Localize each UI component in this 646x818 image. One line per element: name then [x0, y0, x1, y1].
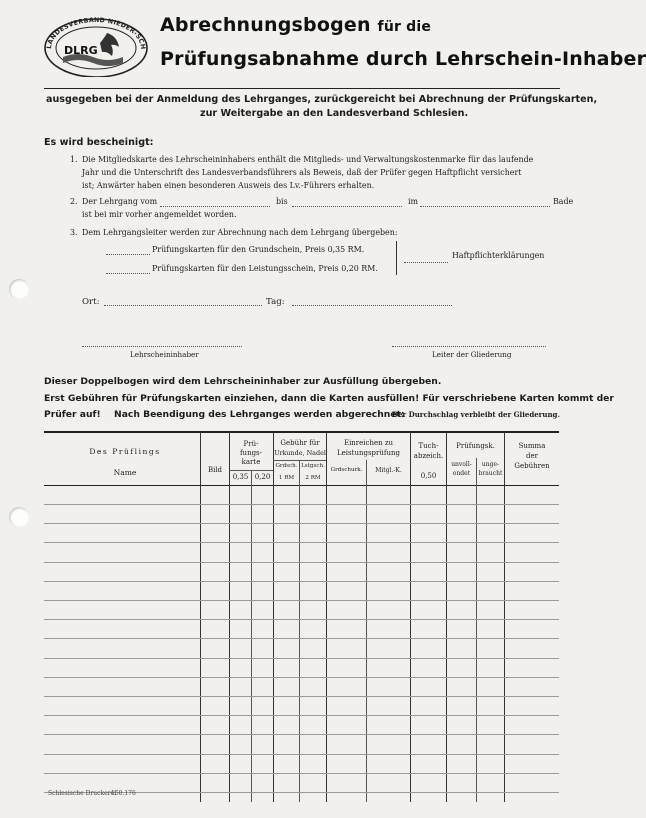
item1-line3: ist; Anwärter haben einen besonderen Ausweis des Lv.-Führers erhalten.: [82, 181, 375, 190]
item2-from-field[interactable]: [160, 206, 270, 207]
tag-label: Tag:: [266, 297, 285, 307]
th-einreichen-1: Einreichen zu: [343, 439, 394, 447]
item2-number: 2.: [70, 197, 78, 206]
item2-line2: ist bei mir vorher angemeldet worden.: [82, 210, 237, 219]
note-line3b: Nach Beendigung des Lehrganges werden abgerechnet:: [114, 409, 405, 420]
col-divider-4: [326, 432, 327, 802]
th-pk-a2: endet: [452, 470, 471, 477]
th-karte-price-b: 0,20: [254, 473, 271, 481]
table-row[interactable]: [44, 562, 559, 563]
th-summe-3: Gebühren: [514, 462, 550, 470]
liability-count-field[interactable]: [404, 262, 448, 263]
page-title-line2: Prüfungsabnahme durch Lehrschein-Inhaber: [160, 48, 646, 70]
subcol-divider-gebuehr: [299, 460, 300, 802]
item2-prefix: Der Lehrgang vom: [82, 197, 158, 206]
col-divider-7: [504, 432, 505, 802]
table-row[interactable]: [44, 504, 559, 505]
th-einreichen-b: Mitgl.-K.: [375, 467, 402, 474]
table-header-sub-rule: [229, 470, 273, 471]
subheader-line2: zur Weitergabe an den Landesverband Schlesien.: [200, 108, 469, 119]
signature-line-right[interactable]: [392, 346, 546, 347]
item1-number: 1.: [70, 155, 78, 164]
item2-im: im: [408, 197, 419, 206]
item2-to-field[interactable]: [292, 206, 402, 207]
table-row[interactable]: [44, 600, 559, 601]
note-line3c: Der Durchschlag verbleibt der Gliederung.: [392, 410, 560, 419]
th-gebuehr-a: Grdsch.: [275, 463, 298, 469]
th-karte-2: fungs-: [239, 449, 263, 457]
col-divider-5: [410, 432, 411, 802]
th-tuch-2: abzeich.: [413, 452, 444, 460]
note-line3a: Prüfer auf!: [44, 409, 101, 420]
item3-card1: Prüfungskarten für den Grundschein, Preis 0,35 RM.: [152, 245, 365, 254]
th-tuch-price: 0,50: [420, 472, 437, 480]
item1-line1: Die Mitgliedskarte des Lehrscheininhabers enthält die Mitglieds- und Verwaltungskostenmarke für das laufende: [82, 155, 534, 164]
col-divider-3: [273, 432, 274, 802]
th-pk-a1: unvoll-: [451, 461, 472, 468]
header-divider: [44, 88, 560, 89]
th-bild: Bild: [207, 466, 223, 474]
col-divider-2: [229, 432, 230, 802]
th-karte-1: Prü-: [243, 440, 259, 448]
th-summe-2: der: [526, 452, 538, 460]
item2-place-field[interactable]: [420, 206, 550, 207]
logo-center-text: DLRG: [64, 44, 98, 57]
item3-number: 3.: [70, 228, 78, 237]
item2-bis: bis: [276, 197, 288, 206]
dlrg-logo: [43, 15, 149, 77]
table-top-border: [44, 431, 559, 433]
ort-field[interactable]: [104, 305, 262, 306]
th-gebuehr-2: Urkunde, Nadel: [274, 449, 326, 457]
table-row[interactable]: [44, 715, 559, 716]
col-divider-6: [446, 432, 447, 802]
th-gebuehr-b: Lstgsch.: [301, 463, 325, 469]
footer-number: 150.176: [111, 790, 136, 797]
table-row[interactable]: [44, 619, 559, 620]
punch-hole-top: [9, 279, 29, 299]
signature-label-right: Leiter der Gliederung: [432, 350, 512, 359]
th-einreichen-2: Leistungsprüfung: [337, 449, 400, 457]
table-row[interactable]: [44, 773, 559, 774]
table-row[interactable]: [44, 734, 559, 735]
ort-label: Ort:: [82, 297, 100, 307]
table-row[interactable]: [44, 523, 559, 524]
subheader-line1: ausgegeben bei der Anmeldung des Lehrganges, zurückgereicht bei Abrechnung der Prüfungskarten,: [46, 94, 598, 105]
note-line2: Erst Gebühren für Prüfungskarten einziehen, dann die Karten ausfüllen! Für verschriebene Karten kommt der: [44, 393, 614, 404]
th-pk-b2: braucht: [478, 470, 503, 477]
subcol-divider-karte: [251, 470, 252, 802]
certify-heading: Es wird bescheinigt:: [44, 137, 154, 148]
th-einreichen-a: Grdschurk.: [330, 467, 363, 473]
note-line1: Dieser Doppelbogen wird dem Lehrscheininhaber zur Ausfüllung übergeben.: [44, 376, 442, 387]
brace: [392, 241, 397, 275]
th-summe-1: Summa: [518, 442, 546, 450]
th-gebuehr-price-a: 1 RM: [278, 475, 295, 481]
subcol-divider-pk: [476, 458, 477, 802]
signature-line-left[interactable]: [82, 346, 242, 347]
th-name: Name: [113, 468, 137, 477]
table-row[interactable]: [44, 542, 559, 543]
item3-card2: Prüfungskarten für den Leistungsschein, Preis 0,20 RM.: [152, 264, 378, 273]
tag-field[interactable]: [292, 305, 452, 306]
item3-liability: Haftpflichterklärungen: [452, 251, 545, 260]
th-gebuehr-price-b: 2 RM: [305, 475, 321, 481]
th-pk-b1: unge-: [481, 461, 500, 468]
th-pk: Prüfungsk.: [456, 442, 495, 450]
table-header-sub-rule-2: [273, 460, 326, 461]
table-row[interactable]: [44, 696, 559, 697]
th-karte-3: karte: [241, 458, 261, 466]
logo-ring-text: LANDESVERBAND NIEDER-SCH: [45, 16, 147, 50]
th-karte-price-a: 0,35: [232, 473, 249, 481]
th-gebuehr-1: Gebühr für: [280, 439, 320, 447]
footer-printer: Schlesische Druckerei: [48, 790, 116, 797]
signature-label-left: Lehrscheininhaber: [130, 350, 199, 359]
th-tuch-1: Tuch-: [418, 442, 439, 450]
table-row[interactable]: [44, 581, 559, 582]
title-main: Abrechnungsbogen: [160, 14, 371, 36]
item2-bade: Bade: [553, 197, 574, 206]
subcol-divider-einreichen: [366, 460, 367, 802]
table-row[interactable]: [44, 658, 559, 659]
table-header-bottom: [44, 485, 559, 486]
table-row[interactable]: [44, 638, 559, 639]
card2-count-field[interactable]: [106, 273, 150, 274]
page-title-line1: [160, 14, 431, 36]
col-divider-1: [200, 432, 201, 802]
punch-hole-bottom: [9, 507, 29, 527]
th-pruefling: Des Prüflings: [89, 447, 161, 456]
card1-count-field[interactable]: [106, 254, 150, 255]
item3-line1: Dem Lehrgangsleiter werden zur Abrechnung nach dem Lehrgang übergeben:: [82, 228, 398, 237]
table-row[interactable]: [44, 754, 559, 755]
item1-line2: Jahr und die Unterschrift des Landesverbandsführers als Beweis, daß der Prüfer gegen Haftpflicht versichert: [82, 168, 522, 177]
table-row[interactable]: [44, 677, 559, 678]
title-suffix: für die: [377, 19, 432, 35]
